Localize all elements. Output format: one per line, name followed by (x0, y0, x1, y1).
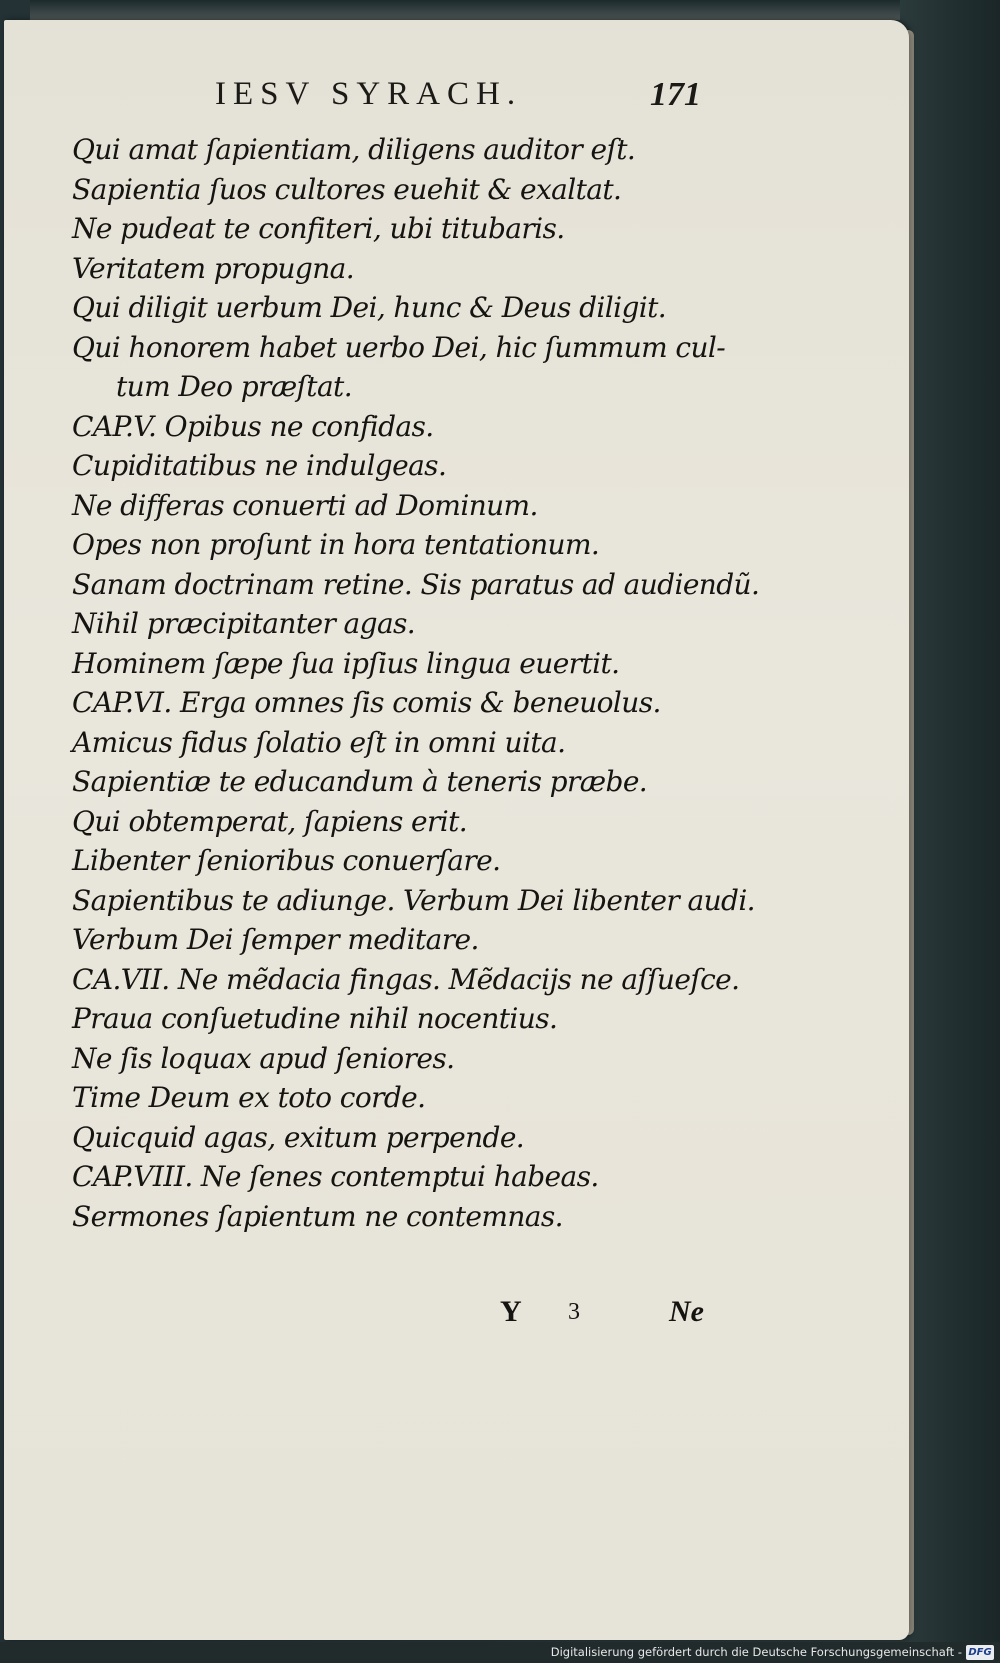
signature-mark: Y (500, 1295, 522, 1328)
page-number: 171 (650, 76, 701, 113)
chapter-heading-v: CAP.V. Opibus ne confidas. (72, 409, 434, 443)
text-line: Ne ſis loquax apud ſeniores. (72, 1041, 455, 1075)
scan-top-edge (30, 0, 900, 20)
chapter-heading-vi: CAP.VI. Erga omnes ſis comis & beneuolus. (72, 686, 661, 719)
funding-credit: Digitalisierung gefördert durch die Deutsche Forschungsgemeinschaft - (550, 1645, 962, 1659)
text-line: Qui obtemperat, ſapiens erit. (72, 804, 468, 838)
text-line: Quicquid agas, exitum perpende. (72, 1120, 525, 1154)
text-line: Sanam doctrinam retine. Sis paratus ad audiendũ. (72, 567, 760, 601)
text-line: Sermones ſapientum ne contemnas. (72, 1199, 563, 1233)
running-title: IESV SYRACH. (215, 76, 523, 112)
text-line: Amicus fidus ſolatio eſt in omni uita. (72, 725, 566, 759)
running-head (215, 76, 705, 120)
text-line: Cupiditatibus ne indulgeas. (72, 449, 447, 482)
body-text (72, 130, 760, 1236)
page-footer (500, 1295, 710, 1335)
catchword: Ne (669, 1295, 704, 1328)
text-line: tum Deo præſtat. (116, 370, 353, 403)
digitization-credit-bar (0, 1642, 1000, 1663)
text-line: Praua conſuetudine nihil nocentius. (72, 1002, 558, 1035)
text-line: Opes non proſunt in hora tentationum. (72, 528, 600, 561)
text-line: Qui diligit uerbum Dei, hunc & Deus diligit. (72, 291, 667, 324)
text-line: Hominem ſæpe ſua ipſius lingua euertit. (72, 646, 620, 680)
text-line: Libenter ſenioribus conuerſare. (72, 844, 501, 877)
text-line: Sapientibus te adiunge. Verbum Dei libenter audi. (72, 883, 755, 917)
text-line: Veritatem propugna. (72, 251, 355, 285)
text-line: Ne pudeat te confiteri, ubi titubaris. (72, 212, 565, 245)
text-line: Time Deum ex toto corde. (72, 1081, 426, 1114)
text-line: Qui amat ſapientiam, diligens auditor eſt. (72, 133, 636, 166)
text-line: Qui honorem habet uerbo Dei, hic ſummum cul- (72, 330, 726, 364)
text-line: Nihil præcipitanter agas. (72, 607, 416, 640)
text-line: Verbum Dei ſemper meditare. (72, 923, 479, 956)
dfg-logo-icon: DFG (966, 1645, 994, 1660)
text-line: Sapientiæ te educandum à teneris præbe. (72, 765, 648, 798)
text-line: Sapientia ſuos cultores euehit & exaltat. (72, 172, 622, 206)
chapter-heading-viii: CAP.VIII. Ne ſenes contemptui habeas. (72, 1160, 599, 1193)
chapter-heading-vii: CA.VII. Ne mẽdacia fingas. Mẽdacijs ne aſſueſce. (72, 962, 740, 996)
text-line: Ne differas conuerti ad Dominum. (72, 488, 538, 522)
signature-number: 3 (568, 1299, 580, 1325)
